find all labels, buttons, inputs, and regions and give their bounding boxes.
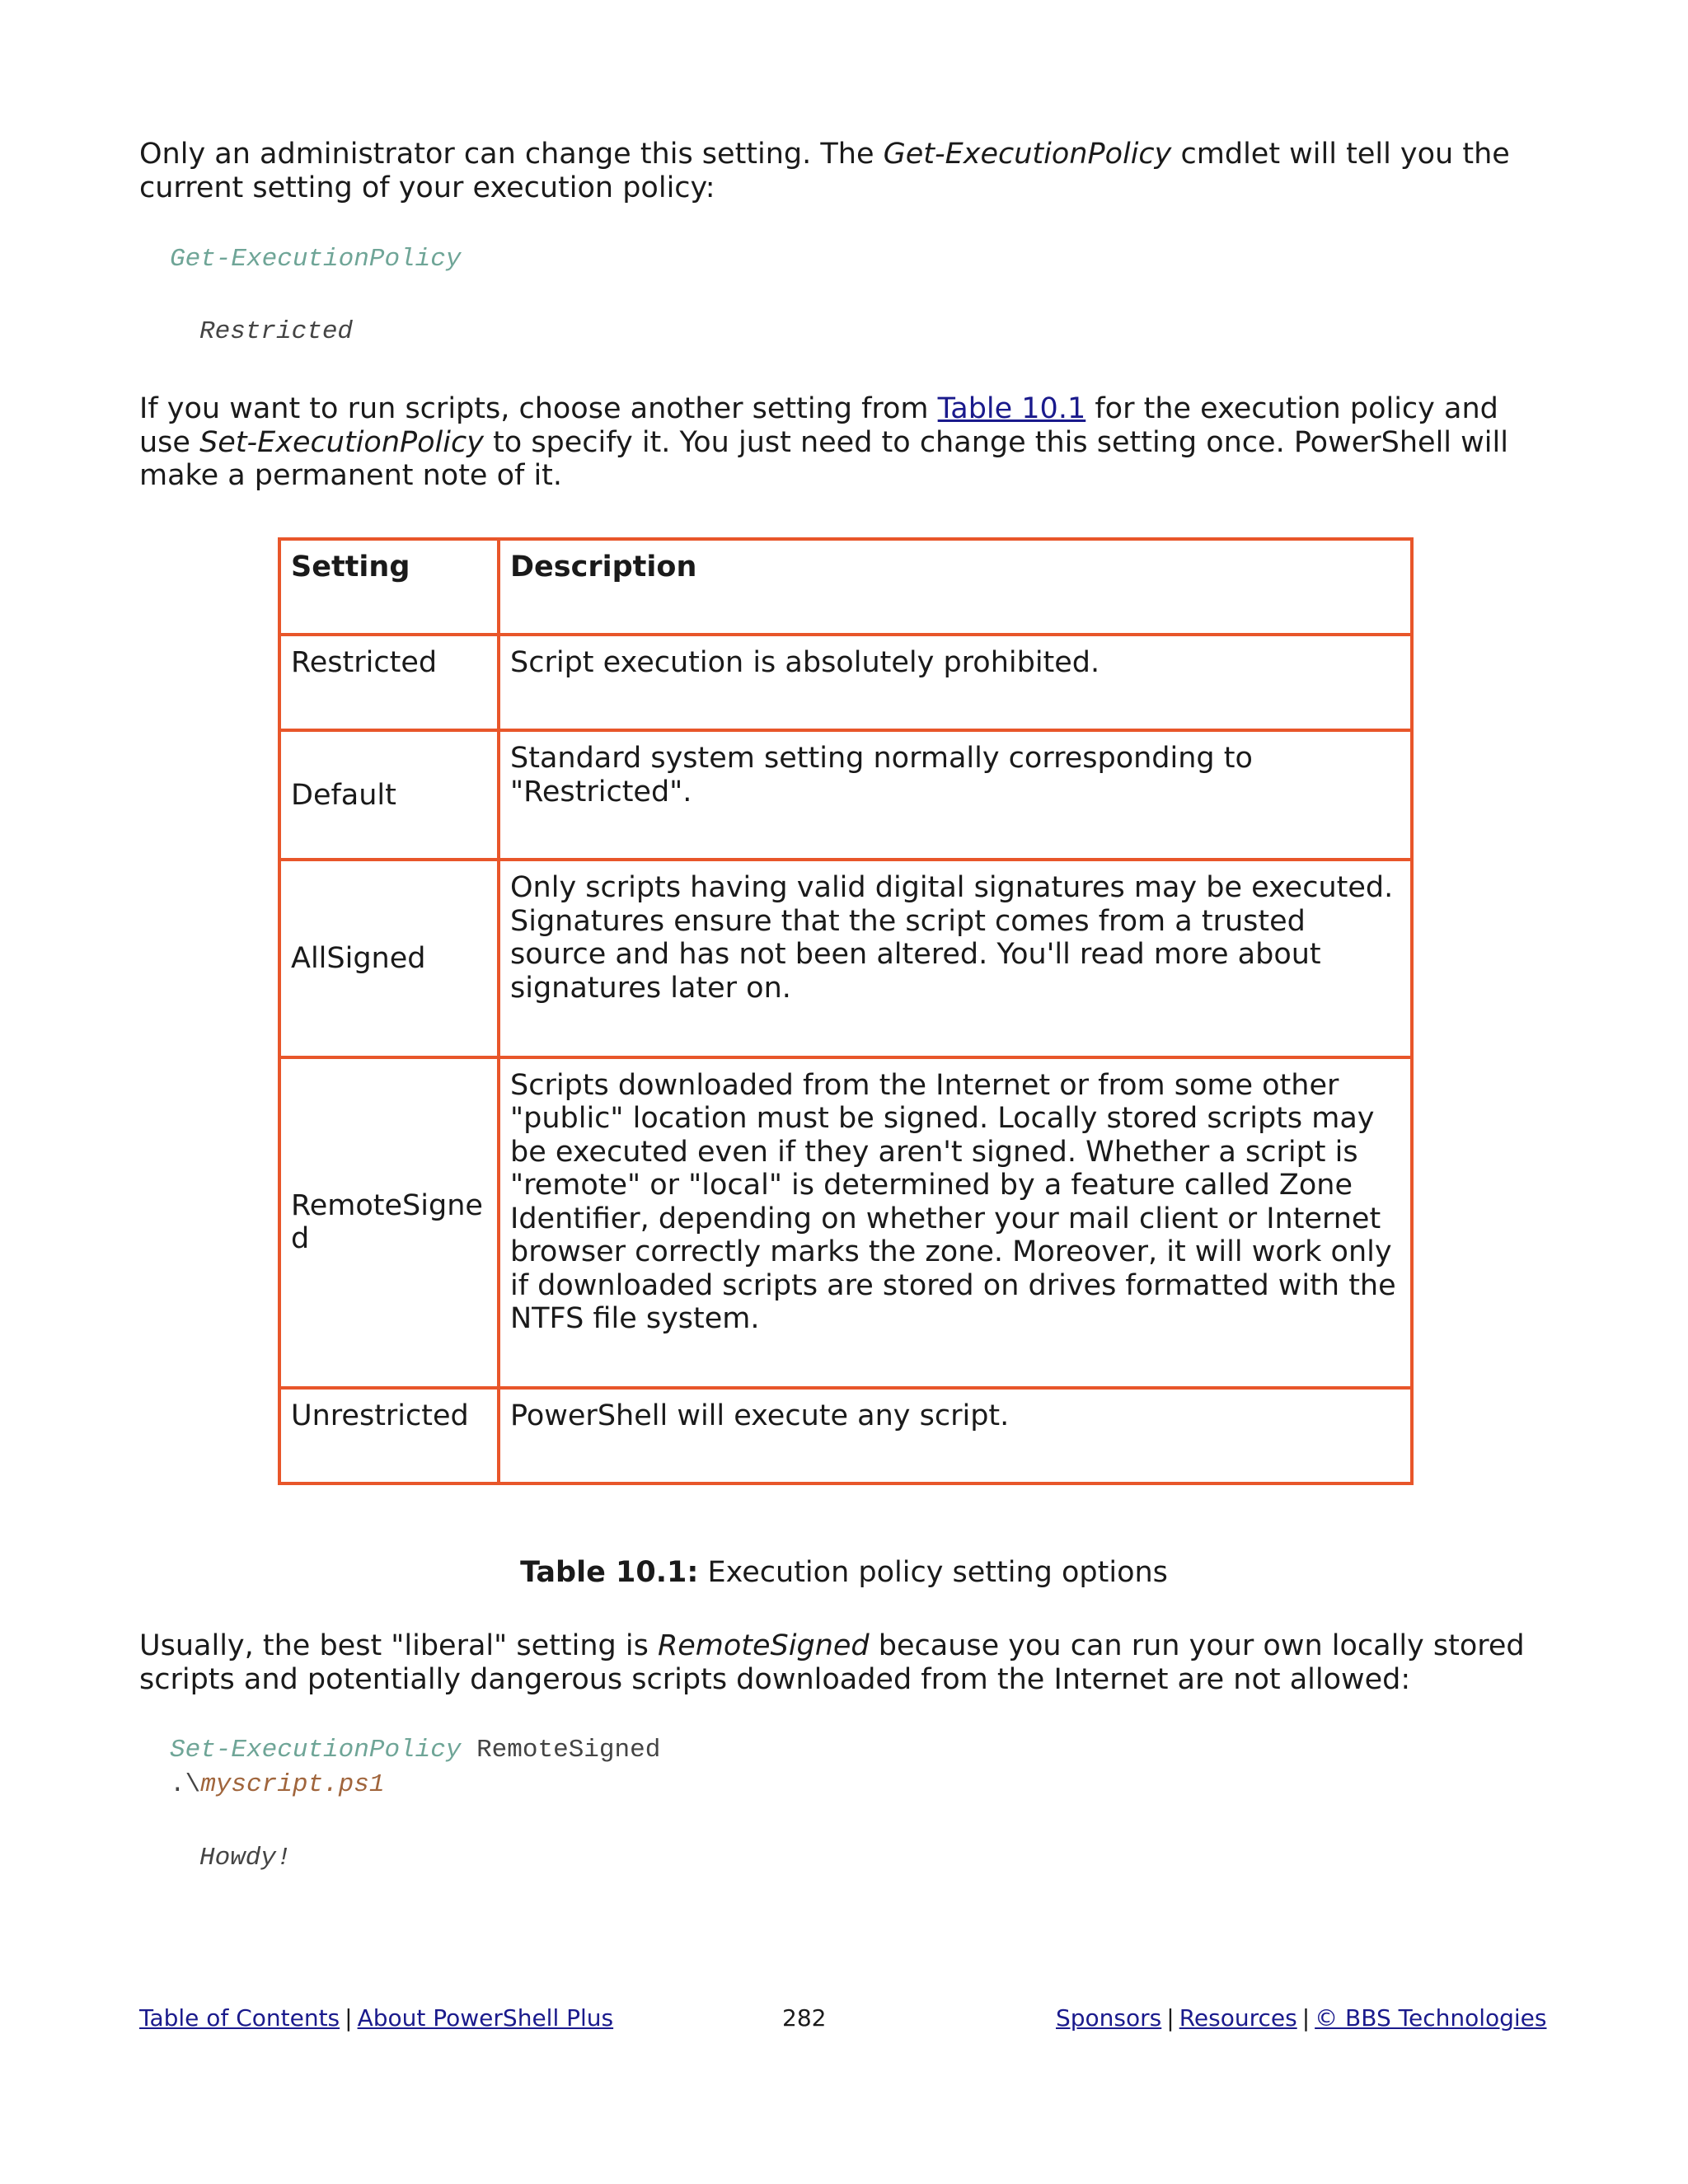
para3-text-end: because you can run your own locally stored scripts and potentially dangerous scripts downloaded from the Internet are not allowed: bbox=[139, 1629, 1525, 1696]
para2-cmdlet: Set-ExecutionPolicy bbox=[199, 425, 484, 459]
para3-emph: RemoteSigned bbox=[657, 1629, 870, 1662]
description-cell: PowerShell will execute any script. bbox=[499, 1388, 1412, 1483]
intro-cmdlet: Get-ExecutionPolicy bbox=[883, 138, 1172, 171]
table-caption bbox=[0, 1556, 1688, 1589]
description-cell: Only scripts having valid digital signatures may be executed. Signatures ensure that the script comes from a trusted source and has not been altered. You'll read more about signatures later on. bbox=[499, 860, 1412, 1057]
table-row bbox=[279, 1388, 1412, 1483]
description-cell: Script execution is absolutely prohibited. bbox=[499, 635, 1412, 730]
caption-text: Execution policy setting options bbox=[698, 1556, 1168, 1589]
code-command: Get-ExecutionPolicy bbox=[170, 245, 462, 274]
table-row bbox=[279, 860, 1412, 1057]
para2-text-mid: for the execution policy and use bbox=[139, 392, 1498, 459]
intro-paragraph bbox=[139, 138, 1557, 204]
setting-cell bbox=[279, 1057, 499, 1388]
setting-cell: Restricted bbox=[279, 635, 499, 730]
intro-text: Only an administrator can change this setting. The bbox=[139, 138, 884, 171]
code-argument: RemoteSigned bbox=[461, 1736, 661, 1765]
code-block-1 bbox=[170, 242, 461, 277]
code-block-2 bbox=[170, 1733, 660, 1768]
execution-policy-table bbox=[278, 537, 1414, 1485]
table-row bbox=[279, 730, 1412, 860]
setting-cell: Unrestricted bbox=[279, 1388, 499, 1483]
footer-separator: | bbox=[1301, 2004, 1311, 2032]
footer-resources-link[interactable]: Resources bbox=[1179, 2004, 1297, 2032]
setting-cell: AllSigned bbox=[279, 860, 499, 1057]
code-path-prefix: .\ bbox=[170, 1770, 201, 1799]
table-ref-link[interactable]: Table 10.1 bbox=[937, 392, 1086, 425]
code-output: Howdy! bbox=[199, 1844, 292, 1872]
table-row bbox=[279, 635, 1412, 730]
code-command: Set-ExecutionPolicy bbox=[170, 1736, 462, 1765]
header-description: Description bbox=[499, 539, 1412, 635]
footer-left-nav bbox=[139, 2004, 613, 2032]
code-output-2 bbox=[199, 1841, 292, 1876]
caption-label: Table 10.1: bbox=[520, 1556, 699, 1589]
footer-separator: | bbox=[345, 2004, 353, 2032]
para-run-scripts bbox=[139, 392, 1557, 493]
footer-copyright-link[interactable]: © BBS Technologies bbox=[1315, 2004, 1547, 2032]
para2-text: If you want to run scripts, choose another setting from bbox=[139, 392, 938, 425]
para2-text-end: to specify it. You just need to change this setting once. PowerShell will make a permanent note of it. bbox=[139, 425, 1508, 492]
setting-text: RemoteSigned bbox=[291, 1188, 483, 1256]
footer-about-link[interactable]: About PowerShell Plus bbox=[357, 2004, 614, 2032]
code-script-name: myscript.ps1 bbox=[200, 1770, 385, 1799]
table-row bbox=[279, 1057, 1412, 1388]
description-cell: Standard system setting normally corresponding to "Restricted". bbox=[499, 730, 1412, 860]
description-cell: Scripts downloaded from the Internet or from some other "public" location must be signed. Locally stored scripts may be executed even if they aren't signed. Whether a script is "remote" or "local" is determined by a feature called Zone Identifier, depending on whether your mail client or Internet browser correctly marks the zone. Moreover, it will work only if downloaded scripts are stored on drives formatted with the NTFS file system. bbox=[499, 1057, 1412, 1388]
code-block-2-line2 bbox=[170, 1768, 384, 1802]
setting-cell: Default bbox=[279, 730, 499, 860]
footer-right-nav bbox=[1056, 2004, 1547, 2032]
para-remote-signed bbox=[139, 1629, 1557, 1696]
code-output: Restricted bbox=[199, 317, 354, 346]
table-header-row bbox=[279, 539, 1412, 635]
page-number: 282 bbox=[782, 2004, 827, 2032]
intro-text-end: cmdlet will tell you the current setting of your execution policy: bbox=[139, 138, 1510, 204]
code-output-1 bbox=[199, 315, 353, 349]
header-setting: Setting bbox=[279, 539, 499, 635]
footer-toc-link[interactable]: Table of Contents bbox=[139, 2004, 340, 2032]
footer-separator: | bbox=[1166, 2004, 1175, 2032]
para3-text: Usually, the best "liberal" setting is bbox=[139, 1629, 658, 1662]
footer-sponsors-link[interactable]: Sponsors bbox=[1056, 2004, 1162, 2032]
